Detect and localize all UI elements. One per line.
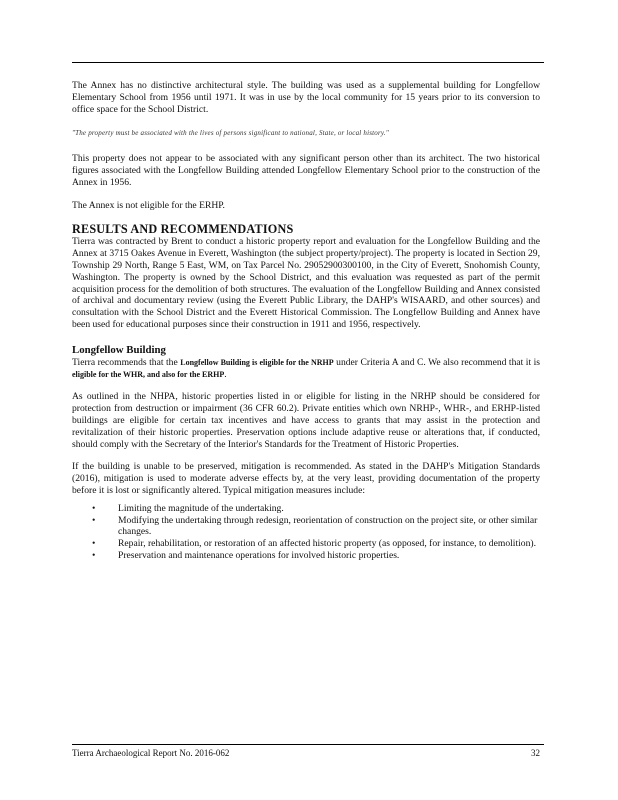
rec-text-1: Tierra recommends that the (72, 356, 178, 368)
mitigation-paragraph: If the building is unable to be preserved, mitigation is recommended. As stated in the DAHP's Mitigation Standards (2016), mitigation is used to moderate adverse effects by, at the very least, providing documentation of the property before it is lost or significantly altered. Typical mitigation measures include: (72, 461, 540, 496)
longfellow-heading: Longfellow Building (72, 343, 166, 356)
page-number: 32 (531, 748, 540, 758)
list-item-text: Modifying the undertaking through redesign, reorientation of construction on the project site, or other similar changes. (118, 514, 538, 538)
list-item (92, 550, 540, 562)
rec-bold-whr: eligible for the WHR, and also for the ERHP (72, 369, 225, 379)
bullet-icon: • (92, 549, 96, 561)
longfellow-recommendation (72, 357, 540, 381)
footer-rule (72, 744, 544, 745)
list-item (92, 515, 540, 539)
rec-text-2: under Criteria A and C. We also recommend that it is (336, 356, 541, 368)
mitigation-list (72, 503, 540, 562)
results-heading: RESULTS AND RECOMMENDATIONS (72, 222, 294, 237)
report-number: Tierra Archaeological Report No. 2016-062 (72, 748, 230, 758)
bullet-icon: • (92, 514, 96, 526)
annex-style-paragraph: The Annex has no distinctive architectural style. The building was used as a supplemental building for Longfellow Elementary School from 1956 until 1971. It was in use by the local community for 15 years prior to its conversion to office space for the School District. (72, 80, 540, 115)
annex-not-eligible-paragraph: The Annex is not eligible for the ERHP. (72, 199, 225, 211)
rec-bold-nrhp: Longfellow Building is eligible for the NRHP (180, 357, 334, 367)
results-paragraph: Tierra was contracted by Brent to conduct a historic property report and evaluation for the Longfellow Building and the Annex at 3715 Oakes Avenue in Everett, Washington (the subject property/project). The property is located in Section 29, Township 29 North, Range 5 East, WM, on Tax Parcel No. 29052900300100, in the City of Everett, Snohomish County, Washington. The property is owned by the School District, and this evaluation was requested as part of the permit acquisition process for the demolition of both structures. The evaluation of the Longfellow Building and Annex consisted of archival and documentary review (using the Everett Public Library, the DAHP's WISAARD, and other sources) and consultation with the School District and the Everett Historical Commission. The Longfellow Building and Annex have been used for educational purposes since their construction in 1911 and 1956, respectively. (72, 236, 540, 330)
list-item-text: Repair, rehabilitation, or restoration of an affected historic property (as opposed, for instance, to demolition). (118, 538, 536, 550)
criterion-quote: "The property must be associated with the lives of persons significant to national, State, or local history." (72, 129, 389, 138)
page-content (72, 80, 540, 562)
associated-persons-paragraph: This property does not appear to be associated with any significant person other than its architect. The two historical figures associated with the Longfellow Building attended Longfellow Elementary School prior to the construction of the Annex in 1956. (72, 153, 540, 188)
nhpa-paragraph: As outlined in the NHPA, historic properties listed in or eligible for listing in the NRHP should be considered for protection from destruction or impairment (36 CFR 60.2). Private entities which own NRHP-, WHR-, and ERHP-listed buildings are eligible for certain tax incentives and have access to grants that may assist in the protection and revitalization of their historic properties. Preservation options include adaptive reuse or alterations that, if conducted, should comply with the Secretary of the Interior's Standards for the Treatment of Historic Properties. (72, 391, 540, 450)
list-item-text: Limiting the magnitude of the undertaking. (118, 502, 284, 514)
rec-text-3: . (224, 368, 227, 380)
bullet-icon: • (92, 502, 96, 514)
list-item (92, 538, 540, 550)
list-item (92, 503, 540, 515)
header-rule (72, 62, 544, 63)
bullet-icon: • (92, 538, 96, 550)
list-item-text: Preservation and maintenance operations for involved historic properties. (118, 549, 400, 561)
